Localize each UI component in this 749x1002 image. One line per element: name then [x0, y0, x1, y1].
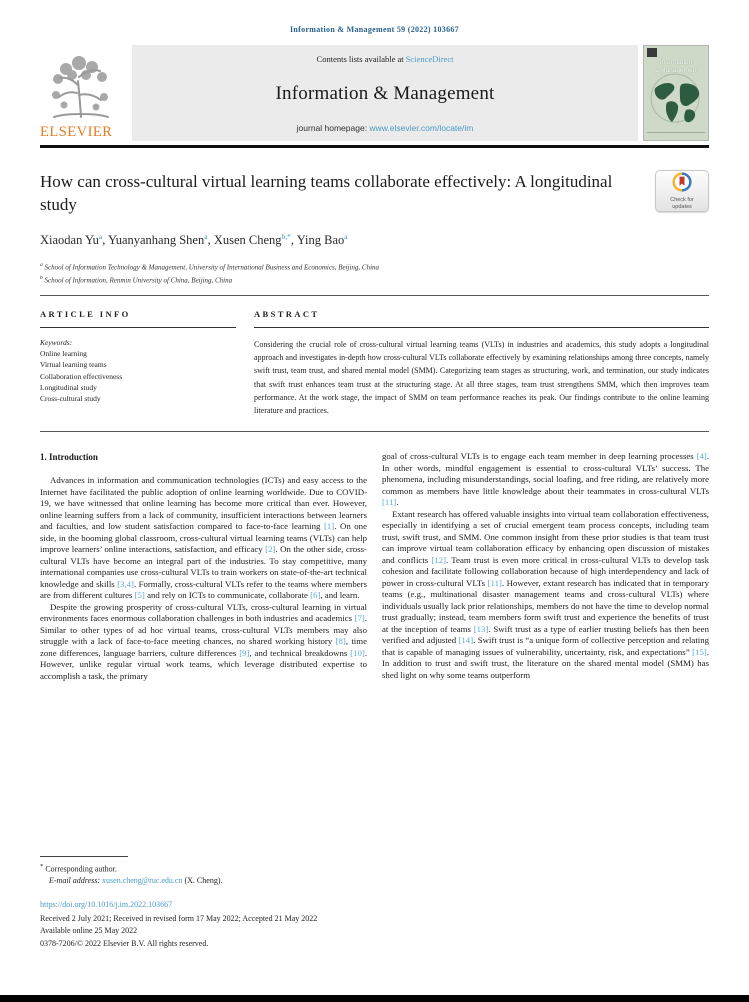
- contents-prefix: Contents lists available at: [316, 54, 406, 64]
- received-dates: Received 2 July 2021; Received in revised form 17 May 2022; Accepted 21 May 2022: [40, 913, 318, 923]
- keyword: Online learning: [40, 349, 87, 359]
- citation-link[interactable]: [2]: [265, 544, 276, 555]
- email-line: [49, 875, 709, 887]
- cover-footer-strip: [647, 132, 705, 137]
- article-info-heading: ARTICLE INFO: [40, 309, 131, 320]
- author-affiliation-mark: a: [98, 231, 103, 241]
- author-name: Xiaodan Yu: [40, 233, 99, 248]
- citation-link[interactable]: [15]: [692, 646, 707, 657]
- paper-title: How can cross-cultural virtual learning teams collaborate effectively: A longitudinal study: [40, 172, 613, 215]
- citation-link[interactable]: [13]: [473, 623, 489, 634]
- body-paragraph: goal of cross-cultural VLTs is to engage each team member in deep learning processes [4]. In other words, mindful engagement is essential to cross-cultural VLTs’ success. The phenomena, including misunderstandings, social loafing, and free riding, are relatively more common as members have little knowledge about their teammates in cross-cultural VLTs [11].: [382, 451, 709, 508]
- keyword-list: [40, 348, 236, 404]
- issn-copyright: 0378-7206/© 2022 Elsevier B.V. All rights reserved.: [40, 938, 209, 948]
- page-bottom-edge: [0, 995, 749, 1002]
- body-column-left: [40, 451, 367, 807]
- citation-link[interactable]: [6]: [310, 590, 321, 601]
- citation-link[interactable]: [1]: [323, 521, 335, 532]
- body-text: [40, 451, 709, 807]
- author-list: Xiaodan Yu$^a$, Yuanyanhang Shen$^a$, Xusen Cheng$^{b,*}$, Ying Bao$^a$: [40, 231, 348, 248]
- divider: [40, 431, 709, 432]
- keyword: Longitudinal study: [40, 382, 97, 392]
- homepage-line: [297, 123, 474, 133]
- citation-link[interactable]: [3,4]: [117, 578, 134, 589]
- citation-link[interactable]: [11]: [487, 577, 502, 588]
- body-column-right: [382, 451, 709, 807]
- masthead-divider: [40, 145, 709, 148]
- citation-link[interactable]: [12]: [431, 554, 447, 565]
- author-affiliation-mark: a: [344, 231, 348, 241]
- keyword: Collaboration effectiveness: [40, 371, 123, 381]
- available-online: Available online 25 May 2022: [40, 926, 138, 936]
- affiliation-line: $^b$ School of Information, Renmin University of China, Beijing, China: [40, 274, 233, 284]
- citation-link[interactable]: [10]: [350, 647, 365, 658]
- corresponding-author-note: * Corresponding author.: [40, 862, 117, 874]
- journal-reference: Information & Management 59 (2022) 103667: [290, 25, 459, 34]
- affiliation-line: $^a$ School of Information Technology & Management, University of International Business and Economics, Beijing, China: [40, 262, 380, 272]
- section-heading: 1. Introduction: [40, 452, 98, 463]
- crossmark-check-updates-icon: [672, 172, 692, 197]
- cover-title-line2: & Management: [653, 67, 699, 75]
- cover-title-line1: Information: [659, 59, 693, 66]
- sciencedirect-link[interactable]: ScienceDirect: [405, 54, 454, 64]
- author-name: Ying Bao: [296, 233, 345, 248]
- keywords-label: Keywords:: [40, 338, 73, 348]
- masthead: [40, 45, 709, 141]
- divider: [254, 327, 709, 328]
- journal-cover-thumbnail: [643, 45, 709, 141]
- author-name: Yuanyanhang Shen: [108, 233, 205, 248]
- footnote-divider: [40, 856, 128, 857]
- publisher-logo: [40, 45, 132, 141]
- elsevier-wordmark: ELSEVIER: [40, 124, 113, 140]
- citation-link[interactable]: [4]: [696, 451, 707, 462]
- check-for-updates-button[interactable]: [655, 170, 709, 212]
- abstract-column: [254, 309, 709, 417]
- abstract-text: Considering the crucial role of cross-cultural virtual learning teams (VLTs) in industries and academics, this study adopts a longitudinal approach and investigates in-depth how cross-cultural VLTs collaborate effectively by examining relationships among three concepts, namely swift trust, team trust, and shared mental model (SMM). Categorizing team stages as structuring, work, and termination, our study indicates that swift trust enhances team trust at the structuring stage. At all three stages, team trust strengthens SMM, which then improves team performance. At the work stage, the impact of SMM on team performance reaches its peak. Our findings contribute to the online learning literature and practices.: [254, 340, 709, 416]
- article-info-column: [40, 309, 236, 417]
- page-footer: [40, 856, 709, 950]
- abstract-heading: ABSTRACT: [254, 309, 320, 320]
- citation-link[interactable]: [11]: [382, 497, 397, 508]
- email-link[interactable]: xusen.cheng@ruc.edu.cn: [102, 876, 183, 886]
- check-badge-label: Check for updates: [670, 196, 694, 210]
- keyword: Cross-cultural study: [40, 394, 101, 404]
- body-paragraph: Despite the growing prosperity of cross-cultural VLTs, cross-cultural learning in virtual environments faces enormous collaboration challenges in both industries and academics [7]. Similar to other types of ad hoc virtual teams, cross-cultural VLTs members may also struggle with a lack of face-to-face meeting chances, no shared working history [8], time zone differences, language barriers, culture differences [9], and technical breakdowns [10]. However, unlike regular virtual work teams, which leverage distributed expertise to accomplish a task, the primary: [40, 601, 368, 681]
- cover-topbar: [647, 48, 657, 57]
- contents-line: [317, 54, 454, 64]
- footnote-star: *: [40, 862, 44, 870]
- email-label: E-mail address:: [49, 876, 103, 886]
- masthead-center: [132, 45, 638, 141]
- citation-link[interactable]: [14]: [458, 635, 474, 646]
- homepage-prefix: journal homepage:: [296, 123, 370, 133]
- email-suffix: (X. Cheng).: [182, 876, 223, 886]
- body-paragraph: Advances in information and communication technologies (ICTs) and easy access to the Internet have facilitated the public adoption of online learning worldwide. Due to COVID-19, we have witnessed that online learning has become more critical than ever. However, online learning suffers from a lack of community, insufficient interactions between learners and faculties, and low student satisfaction compared to face-to-face learning [1]. On one side, in the booming global classroom, cross-cultural virtual learning teams (VLTs) can help improve learners’ online interactions, satisfaction, and efficacy [2]. On the other side, cross-cultural VLTs have become an integral part of the industries. To stay competitive, many international companies use cross-cultural VLTs to train workers on state-of-the-art technical knowledge and skills [3,4]. Formally, cross-cultural VLTs refer to the teams where members are from different cultures [5] and rely on ICTs to communicate, collaborate [6], and learn.: [40, 475, 367, 601]
- divider: [40, 327, 236, 328]
- author-name: Xusen Cheng: [213, 233, 282, 248]
- doi-link[interactable]: https://doi.org/10.1016/j.im.2022.103667: [40, 900, 173, 910]
- journal-homepage-link[interactable]: www.elsevier.com/locate/im: [369, 123, 474, 133]
- citation-link[interactable]: [9]: [239, 647, 250, 658]
- journal-title: Information & Management: [275, 82, 495, 104]
- body-paragraph: Extant research has offered valuable insights into virtual team collaboration effectiveness, especially in identifying a set of crucial emergent team process concepts, including team trust, swift trust, and SMM. One common insight from these prior studies is that team trust can improve virtual team collaboration efficacy by enhancing open discussion of mistakes and conflicts [12]. Team trust is even more critical in cross-cultural VLTs to develop task cohesion and facilitate following collaboration because of high interdependency and lack of power in cross-cultural VLTs [11]. However, extant research has indicated that in temporary teams (e.g., multinational disaster management teams and cross-cultural VLTs) where individuals usually lack prior relationships, members do not have the time to develop normal trust gradually; instead, team members form swift trust and experience the benefits of trust at the inception of teams [13]. Swift trust as a type of earlier trusting beliefs has then been verified and adjusted [14]. Swift trust is “a unique form of collective perception and relating that is capable of managing issues of vulnerability, uncertainty, risk, and expectations” [15]. In addition to trust and swift trust, the literature on the shared mental model (SMM) has shed light on why some teams outperform: [382, 508, 709, 680]
- citation-link[interactable]: [5]: [134, 590, 145, 601]
- affiliations: [40, 261, 709, 286]
- author-affiliation-mark: b,*: [281, 231, 291, 241]
- author-affiliation-mark: a: [204, 231, 208, 241]
- citation-link[interactable]: [7]: [354, 613, 365, 624]
- keyword: Virtual learning teams: [40, 360, 107, 370]
- citation-link[interactable]: [8]: [335, 636, 346, 647]
- elsevier-tree-icon: [40, 51, 116, 123]
